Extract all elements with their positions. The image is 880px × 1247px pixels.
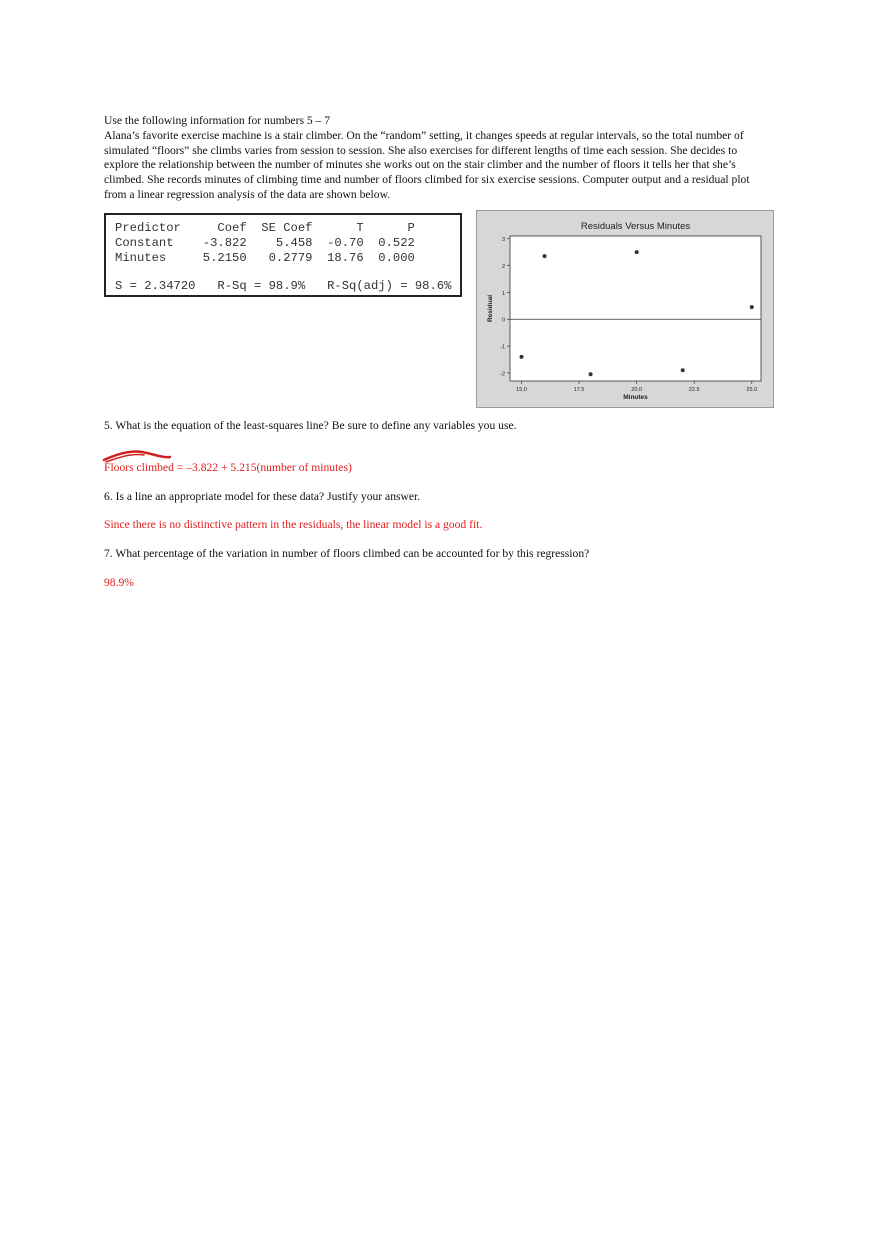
regression-output-box [104,213,462,297]
intro-paragraph: Alana’s favorite exercise machine is a stair climber. On the “random” setting, it changes speeds at regular intervals, so the total number of simulated “floors” she climbs varies from session to session. She also exercises for different lengths of time each session. She decides to explore the relationship between the number of minutes she works out on the stair climber and the number of floors it tells her that she’s climbed. She records minutes of climbing time and number of floors climbed for six exercise sessions. Computer output and a residual plot from a linear regression analysis of the data are shown below. [104,128,750,201]
residual-point [681,368,685,372]
x-tick-label: 22.5 [688,387,700,393]
question-6: 6. Is a line an appropriate model for these data? Justify your answer. [104,490,421,503]
residual-point [750,305,754,309]
answer-6: Since there is no distinctive pattern in the residuals, the linear model is a good fit. [104,518,483,531]
answer-7: 98.9% [104,576,134,589]
x-axis-label: Minutes [623,394,648,401]
x-tick-label: 20.0 [631,387,643,393]
y-tick-label: -2 [500,371,505,378]
y-tick-label: 0 [501,317,505,324]
residual-point [520,355,524,359]
y-tick-label: 2 [501,264,505,271]
y-tick-label: 1 [501,290,505,297]
y-axis-label: Residual [487,294,494,323]
answer-5: Floors climbed = –3.822 + 5.215(number of minutes) [104,461,352,474]
residual-point [635,250,639,254]
regression-summary: S = 2.34720 R-Sq = 98.9% R-Sq(adj) = 98.6% [115,279,452,293]
intro-text [104,114,774,203]
y-tick-label: -1 [500,344,505,351]
chart-title: Residuals Versus Minutes [580,221,691,232]
regression-table [115,221,415,265]
plot-area [510,236,761,381]
y-tick-label: 3 [501,237,505,244]
question-5: 5. What is the equation of the least-squares line? Be sure to define any variables you use. [104,419,517,432]
residual-point [589,372,593,376]
intro-heading: Use the following information for numbers 5 – 7 [104,114,331,127]
x-tick-label: 15.0 [516,387,527,393]
residual-plot-svg [477,211,775,409]
question-7: 7. What percentage of the variation in number of floors climbed can be accounted for by this regression? [104,547,590,560]
x-tick-label: 25.0 [746,387,758,393]
residual-plot [476,210,774,408]
x-tick-label: 17.5 [573,387,585,393]
residual-point [543,254,547,258]
regression-table-text: Predictor Coef SE Coef T P Constant -3.822 5.458 -0.70 0.522 Minutes 5.2150 0.2779 18.76 0.000 [115,221,415,265]
